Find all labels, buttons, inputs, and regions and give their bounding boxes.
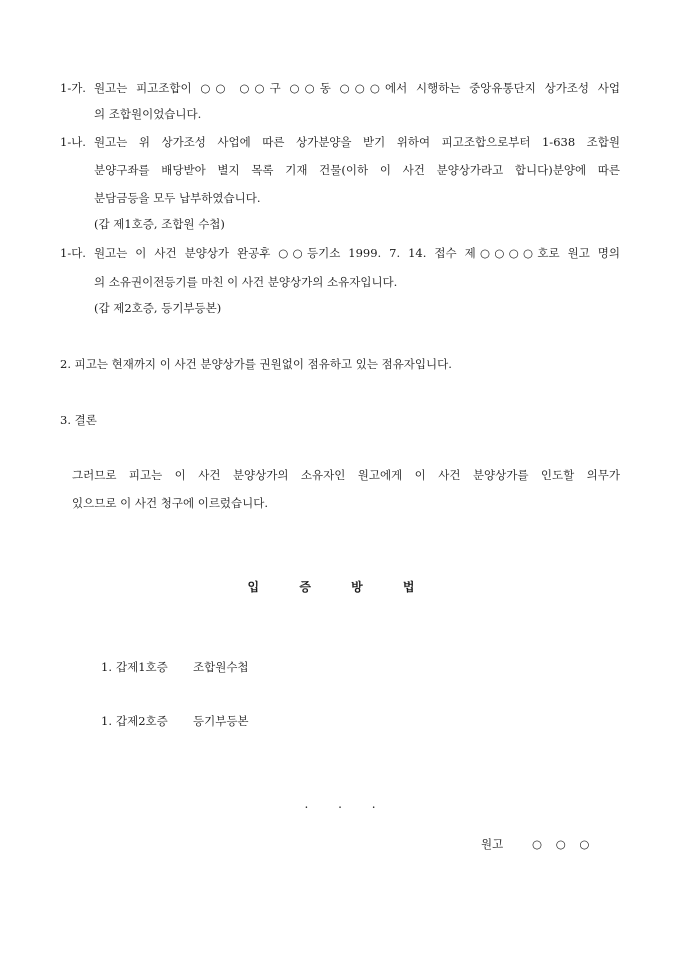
evidence-section-title: 입 증 방 법 — [247, 580, 433, 594]
paragraph-1-na-label: 1-나. — [60, 135, 86, 149]
signature-role: 원고 — [481, 837, 504, 851]
paragraph-3-heading: 3. 결론 — [60, 413, 97, 427]
paragraph-1-ga-label: 1-가. — [60, 81, 86, 95]
paragraph-1-na-line-3: 분담금등을 모두 납부하였습니다. — [94, 191, 261, 205]
paragraph-1-na-evidence: (갑 제1호증, 조합원 수첩) — [94, 217, 225, 231]
paragraph-1-na-line-1: 원고는 위 상가조성 사업에 따른 상가분양을 받기 위하여 피고조합으로부터 1-638 조합원 — [94, 135, 620, 149]
evidence-item-1-name: 조합원수첩 — [193, 660, 249, 674]
paragraph-1-da-line-2: 의 소유권이전등기를 마친 이 사건 분양상가의 소유자입니다. — [94, 275, 398, 289]
conclusion-line-1: 그러므로 피고는 이 사건 분양상가의 소유자인 원고에게 이 사건 분양상가를 인도할 의무가 — [72, 468, 620, 482]
date-placeholder: . . . — [304, 797, 376, 811]
paragraph-1-ga-line-1: 원고는 피고조합이 ○○ ○○구 ○○동 ○○○에서 시행하는 중앙유통단지 상가조성 사업 — [94, 81, 620, 95]
paragraph-1-na-line-2: 분양구좌를 배당받아 별지 목록 기재 건물(이하 이 사건 분양상가라고 합니다)분양에 따른 — [94, 163, 620, 177]
paragraph-1-da-evidence: (갑 제2호증, 등기부등본) — [94, 301, 222, 315]
signature-name: ○ ○ ○ — [532, 837, 590, 851]
evidence-item-1-code: 갑제1호증 — [116, 660, 168, 674]
evidence-item-2-name: 등기부등본 — [193, 714, 249, 728]
paragraph-1-da-line-1: 원고는 이 사건 분양상가 완공후 ○○등기소 1999. 7. 14. 접수 제○○○○호로 원고 명의 — [94, 246, 620, 260]
conclusion-line-2: 있으므로 이 사건 청구에 이르렀습니다. — [72, 496, 269, 510]
paragraph-1-da-label: 1-다. — [60, 246, 86, 260]
evidence-item-2-num: 1. — [101, 714, 112, 728]
paragraph-2: 2. 피고는 현재까지 이 사건 분양상가를 권원없이 점유하고 있는 점유자입니다. — [60, 357, 452, 371]
evidence-item-2-code: 갑제2호증 — [116, 714, 168, 728]
paragraph-1-ga-line-2: 의 조합원이었습니다. — [94, 107, 202, 121]
evidence-item-1-num: 1. — [101, 660, 112, 674]
